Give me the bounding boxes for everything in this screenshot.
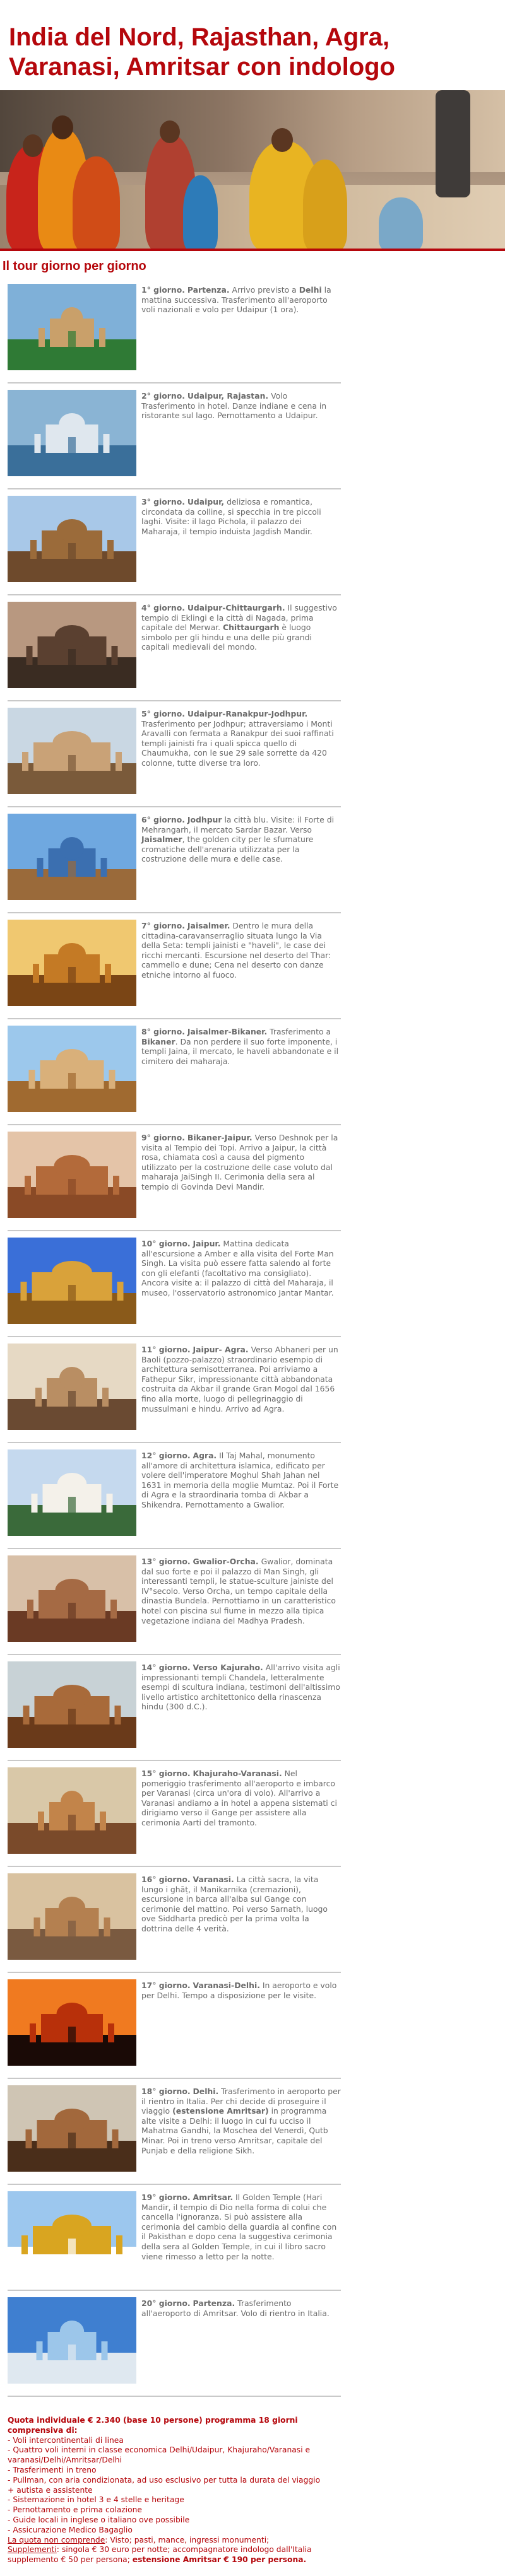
khajuraho-temple-photo-icon xyxy=(8,1767,136,1854)
day-item xyxy=(8,390,341,489)
dome-pavilion-photo-icon xyxy=(8,496,136,582)
day-heading: 18° giorno. xyxy=(141,2087,191,2096)
day-item xyxy=(8,1555,341,1655)
bikaner-fort-photo-icon xyxy=(8,1132,136,1218)
amber-palace-photo-icon xyxy=(8,1238,136,1324)
day-description xyxy=(141,1345,341,1414)
day-place: Partenza. xyxy=(193,2298,235,2308)
day-item xyxy=(8,2085,341,2185)
day-place: Gwalior-Orcha. xyxy=(193,1557,259,1566)
day-item xyxy=(8,284,341,383)
day-text: Verso Abhaneri per un Baoli (pozzo-palazzo) straordinario esempio di architettura semisotterranea. Poi arriviamo a Fathepur Sikr, impressionante città abbandonata costruita da Akbar il grande Gran Mogol dal 1656 fino alla morte, luogo di pellegrinaggio di mussulmani e hindu. Arrivo ad Agra. xyxy=(141,1345,338,1414)
day-place: Udaipur, xyxy=(187,497,225,506)
day-text: Nel pomeriggio trasferimento all'aeroporto e imbarco per Varanasi (circa un'ora di volo). All'arrivo a Varanasi andiamo a in hotel a appena sistemati ci dirigiamo verso il Gange per assistere alla cerimonia Aarti del tramonto. xyxy=(141,1769,337,1827)
hero-head xyxy=(160,120,180,143)
day-text: Trasferimento a xyxy=(270,1027,331,1036)
day-description xyxy=(141,709,341,768)
not-included-label: La quota non comprende xyxy=(8,2535,105,2544)
taj-mahal-photo-icon xyxy=(8,1449,136,1536)
day-text: Il Golden Temple (Hari Mandir, il tempio di Dio nella forma di colui che cancella l'ignoranza. Si può assistere alla cerimonia del cambio della guardia al confine con il Pakisthan e dopo cena la suggestiva cerimonia della sera al Golden Temple, in cui il libro sacro viene rimesso a letto per la notte. xyxy=(141,2193,337,2261)
day-description xyxy=(141,1451,341,1510)
day-text-end: è luogo simbolo per gli hindu e una delle più grandi capitali medievali del mondo. xyxy=(141,623,312,652)
day-place: Jodhpur xyxy=(187,815,222,824)
golden-temple-photo-icon xyxy=(8,2191,136,2278)
fatehpur-sikri-photo-icon xyxy=(8,1344,136,1430)
section-title: Il tour giorno per giorno xyxy=(3,259,146,273)
day-heading: 3° giorno. xyxy=(141,497,185,506)
day-heading: 2° giorno. xyxy=(141,391,185,401)
gwalior-palace-photo-icon xyxy=(8,1555,136,1642)
taj-garden-photo-icon xyxy=(8,284,136,370)
day-place: Verso Kajuraho. xyxy=(193,1663,263,1672)
day-description xyxy=(141,285,341,315)
day-item xyxy=(8,920,341,1019)
blue-city-photo-icon xyxy=(8,814,136,900)
day-text: Trasferimento all'aeroporto di Amritsar. Volo di rientro in Italia. xyxy=(141,2298,330,2318)
day-text: Volo Trasferimento in hotel. Danze indiane e cena in ristorante sul lago. Pernottamento a Udaipur. xyxy=(141,391,327,421)
day-text: Trasferimento in aeroporto per il rientro in Italia. Per chi decide di proseguire il viaggio xyxy=(141,2087,341,2116)
supplements-line-2-text: supplemento € 50 per persona; xyxy=(8,2555,133,2565)
day-text: In aeroporto e volo per Delhi. Tempo a disposizione per le visite. xyxy=(141,1981,337,2000)
day-place: Delhi. xyxy=(193,2087,219,2096)
hero-figure xyxy=(436,90,470,197)
day-highlight: (estensione Amritsar) xyxy=(172,2106,269,2116)
day-text: Il Taj Mahal, monumento all'amore di architettura islamica, edificato per volere dell'imperatore Moghul Shah Jahan nel 1631 in memoria della moglie Mumtaz. Poi il Forte di Agra e la straordinaria tomba di Akbar a Shikendra. Pernottamento a Gwalior. xyxy=(141,1451,339,1509)
day-description xyxy=(141,603,341,652)
includes-item: - Sistemazione in hotel 3 e 4 stelle e heritage xyxy=(8,2495,184,2505)
day-heading: 15° giorno. xyxy=(141,1769,191,1778)
day-description xyxy=(141,497,341,536)
day-heading: 12° giorno. xyxy=(141,1451,191,1460)
hero-figure xyxy=(73,156,120,249)
day-highlight: Chittaurgarh xyxy=(223,623,280,633)
airplane-photo-icon xyxy=(8,2297,136,2384)
hero-figure xyxy=(303,160,347,249)
day-text: Verso Deshnok per la visita al Tempio dei Topi. Arrivo a Jaipur, la città rosa, chiamata così a causa del pigmento utilizzato per la costruzione delle case voluto dal maharaja JaiSingh II. Cerimonia della sera al tempio di Govinda Devi Mandir. xyxy=(141,1133,338,1191)
day-place: Amritsar. xyxy=(193,2193,234,2202)
day-heading: 8° giorno. xyxy=(141,1027,185,1036)
day-description xyxy=(141,2087,341,2155)
day-text: Gwalior, dominata dal suo forte e poi il palazzo di Man Singh, gli interessanti templi, le statue-sculture jainiste del IV°secolo. Verso Orcha, un tempo capitale della dinastia Bundela. Pernottiamo in un caratteristico hotel con piscina sul fiume in mezzo alla tipica vegetazione indiana del Madhya Pradesh. xyxy=(141,1557,336,1625)
day-place: Varanasi-Delhi. xyxy=(193,1981,260,1990)
day-heading: 13° giorno. xyxy=(141,1557,191,1566)
hero-figure xyxy=(379,197,423,249)
day-place: Udaipur, Rajastan. xyxy=(187,391,269,401)
day-item xyxy=(8,602,341,701)
amritsar-extension-price: estensione Amritsar € 190 per persona. xyxy=(132,2555,307,2565)
ranakpur-temple-photo-icon xyxy=(8,708,136,794)
day-place: Khajuraho-Varanasi. xyxy=(193,1769,282,1778)
day-text: la città blu. Visite: il Forte di Mehrangarh, il mercato Sardar Bazar. Verso xyxy=(141,815,335,834)
supplements-label: Supplementi xyxy=(8,2545,57,2555)
day-text: Mattina dedicata all'escursione a Amber e alla visita del Forte Man Singh. La visita può essere fatta salendo al forte con gli elefanti (facoltativo ma consigliato). Ancora visite a: il palazzo di città del Maharaja, il museo, l'osservatorio astronomico Jantar Mantar. xyxy=(141,1239,334,1297)
day-text-end: in programma alte visite a Delhi: il luogo in cui fu ucciso il Mahatma Gandhi, la Moschea del Venerdì, Qutb Minar. Poi in treno verso Amritsar, capitale del Punjab e della religione Sikh. xyxy=(141,2106,328,2155)
day-description xyxy=(141,1239,341,1298)
includes-list xyxy=(8,2436,342,2536)
day-highlight: Bikaner xyxy=(141,1036,175,1046)
day-text: Arrivo previsto a xyxy=(232,285,299,295)
lake-palace-photo-icon xyxy=(8,390,136,476)
includes-item: - Assicurazione Medico Bagaglio xyxy=(8,2525,133,2534)
day-text: deliziosa e romantica, circondata da colline, si specchia in tre piccoli laghi. Visite: il lago Pichola, il palazzo dei Maharaja, il tempio induista Jagdish Mandir. xyxy=(141,497,321,536)
day-place: Jaipur- Agra. xyxy=(193,1345,249,1354)
price-info xyxy=(8,2416,342,2565)
day-place: Jaipur. xyxy=(193,1239,221,1248)
quota-heading: Quota individuale € 2.340 (base 10 persone) programma 18 giorni comprensiva di: xyxy=(8,2416,298,2435)
day-description xyxy=(141,1769,341,1828)
not-included-text: : Visto; pasti, mance, ingressi monumenti; xyxy=(105,2535,270,2544)
day-heading: 6° giorno. xyxy=(141,815,185,824)
day-description xyxy=(141,921,341,980)
day-text: Il suggestivo tempio di Eklingi e la città di Nagada, prima capitale del Merwar. xyxy=(141,603,337,633)
day-description xyxy=(141,815,341,864)
includes-item: - Guide locali in inglese o italiano ove possibile xyxy=(8,2515,190,2524)
temple-arches-photo-icon xyxy=(8,602,136,688)
day-item xyxy=(8,1344,341,1443)
hero-head xyxy=(271,128,293,152)
day-highlight: Delhi xyxy=(299,285,322,295)
day-description xyxy=(141,1663,341,1712)
day-text-end: , the golden city per le sfumature cromatiche dell'arenaria utilizzata per la costruzione delle mura e delle case. xyxy=(141,834,314,864)
day-place: Udaipur-Chittaurgarh. xyxy=(187,603,285,612)
not-included xyxy=(8,2536,342,2546)
day-item xyxy=(8,2297,341,2397)
day-text: La città sacra, la vita lungo i ghāṭ, il Manikarnika (cremazioni), escursione in barca all'alba sul Gange con cerimonie del mattino. Poi verso Sarnath, luogo ove Siddharta predicò per la prima volta la dottrina delle 4 verità. xyxy=(141,1875,328,1933)
day-text-end: . Da non perdere il suo forte imponente, i templi Jaina, il mercato, le haveli abbandonate e il cimitero dei maharaja. xyxy=(141,1036,339,1066)
orcha-temples-photo-icon xyxy=(8,1661,136,1748)
day-place: Partenza. xyxy=(187,285,230,295)
varanasi-ghats-photo-icon xyxy=(8,1873,136,1960)
day-description xyxy=(141,1981,341,2000)
day-heading: 19° giorno. xyxy=(141,2193,191,2202)
day-heading: 5° giorno. xyxy=(141,709,185,718)
desert-fort-photo-icon xyxy=(8,1026,136,1112)
hero-figure xyxy=(183,175,218,249)
hero-photo xyxy=(0,90,505,249)
supplements-line-2 xyxy=(8,2555,342,2565)
day-item xyxy=(8,1238,341,1337)
day-place: Varanasi. xyxy=(193,1875,234,1884)
includes-item: - Trasferimenti in treno xyxy=(8,2465,97,2474)
hero-head xyxy=(23,134,43,157)
day-description xyxy=(141,2298,341,2318)
includes-item: - Quattro voli interni in classe economica Delhi/Udaipur, Khajuraho/Varanasi e varanasi/Delhi/Amritsar/Delhi xyxy=(8,2445,311,2465)
day-item xyxy=(8,1026,341,1125)
day-description xyxy=(141,391,341,421)
day-highlight: Jaisalmer xyxy=(141,834,182,845)
day-item xyxy=(8,814,341,913)
sunset-mosque-photo-icon xyxy=(8,1979,136,2066)
day-text: All'arrivo visita agli impressionanti templi Chandela, letteralmente esempi di scultura indiana, testimoni dell'altissimo livello artistico architettonico della rinascenza hindu (300 d.C.). xyxy=(141,1663,340,1712)
qutb-minar-photo-icon xyxy=(8,2085,136,2172)
day-heading: 9° giorno. xyxy=(141,1133,185,1142)
day-item xyxy=(8,1661,341,1761)
day-place: Agra. xyxy=(193,1451,217,1460)
day-place: Bikaner-Jaipur. xyxy=(187,1133,252,1142)
day-heading: 4° giorno. xyxy=(141,603,185,612)
day-description xyxy=(141,1875,341,1934)
day-item xyxy=(8,708,341,807)
day-description xyxy=(141,1557,341,1625)
includes-item: - Pullman, con aria condizionata, ad uso esclusivo per tutta la durata del viaggio xyxy=(8,2475,321,2485)
supplements-text: : singola € 30 euro per notte; accompagnatore indologo dall'Italia xyxy=(56,2545,312,2555)
day-heading: 17° giorno. xyxy=(141,1981,191,1990)
day-text: Trasferimento per Jodhpur; attraversiamo i Monti Aravalli con fermata a Ranakpur dei suoi raffinati templi jainisti fra i quali spicca quello di Chaumukha, con le sue 29 sale sorrette da 420 colonne, tutte diverse tra loro. xyxy=(141,718,334,768)
day-heading: 7° giorno. xyxy=(141,921,185,930)
day-item xyxy=(8,496,341,595)
supplements xyxy=(8,2545,342,2555)
day-place: Udaipur-Ranakpur-Jodhpur. xyxy=(187,709,308,718)
day-heading: 1° giorno. xyxy=(141,285,185,295)
day-item xyxy=(8,1767,341,1867)
day-heading: 20° giorno. xyxy=(141,2298,191,2308)
day-heading: 16° giorno. xyxy=(141,1875,191,1884)
day-item xyxy=(8,1132,341,1231)
includes-item: - Pernottamento e prima colazione xyxy=(8,2505,142,2515)
haveli-arches-photo-icon xyxy=(8,920,136,1006)
day-description xyxy=(141,2193,341,2261)
day-heading: 14° giorno. xyxy=(141,1663,191,1672)
day-item xyxy=(8,2191,341,2291)
day-place: Jaisalmer-Bikaner. xyxy=(187,1027,268,1036)
hero-head xyxy=(52,115,73,139)
day-item xyxy=(8,1449,341,1549)
day-text: Dentro le mura della cittadina-caravanserraglio situata lungo la Via della Seta: templi jainisti e "haveli", le case dei ricchi mercanti. Escursione nel deserto del Thar: cammello e dune; Cena nel deserto con danze etniche intorno al fuoco. xyxy=(141,921,331,980)
day-item xyxy=(8,1873,341,1973)
day-heading: 11° giorno. xyxy=(141,1345,191,1354)
day-place: Jaisalmer. xyxy=(187,921,230,930)
page-title: India del Nord, Rajasthan, Agra, Varanasi, Amritsar con indologo xyxy=(9,23,395,81)
day-heading: 10° giorno. xyxy=(141,1239,191,1248)
day-description xyxy=(141,1027,341,1066)
day-item xyxy=(8,1979,341,2079)
day-text-end: la mattina successiva. Trasferimento all'aeroporto voli nazionali e volo per Udaipur (1 ora). xyxy=(141,285,331,315)
includes-item: - Voli intercontinentali di linea xyxy=(8,2435,124,2445)
includes-item: + autista e assistente xyxy=(8,2485,93,2495)
day-description xyxy=(141,1133,341,1192)
